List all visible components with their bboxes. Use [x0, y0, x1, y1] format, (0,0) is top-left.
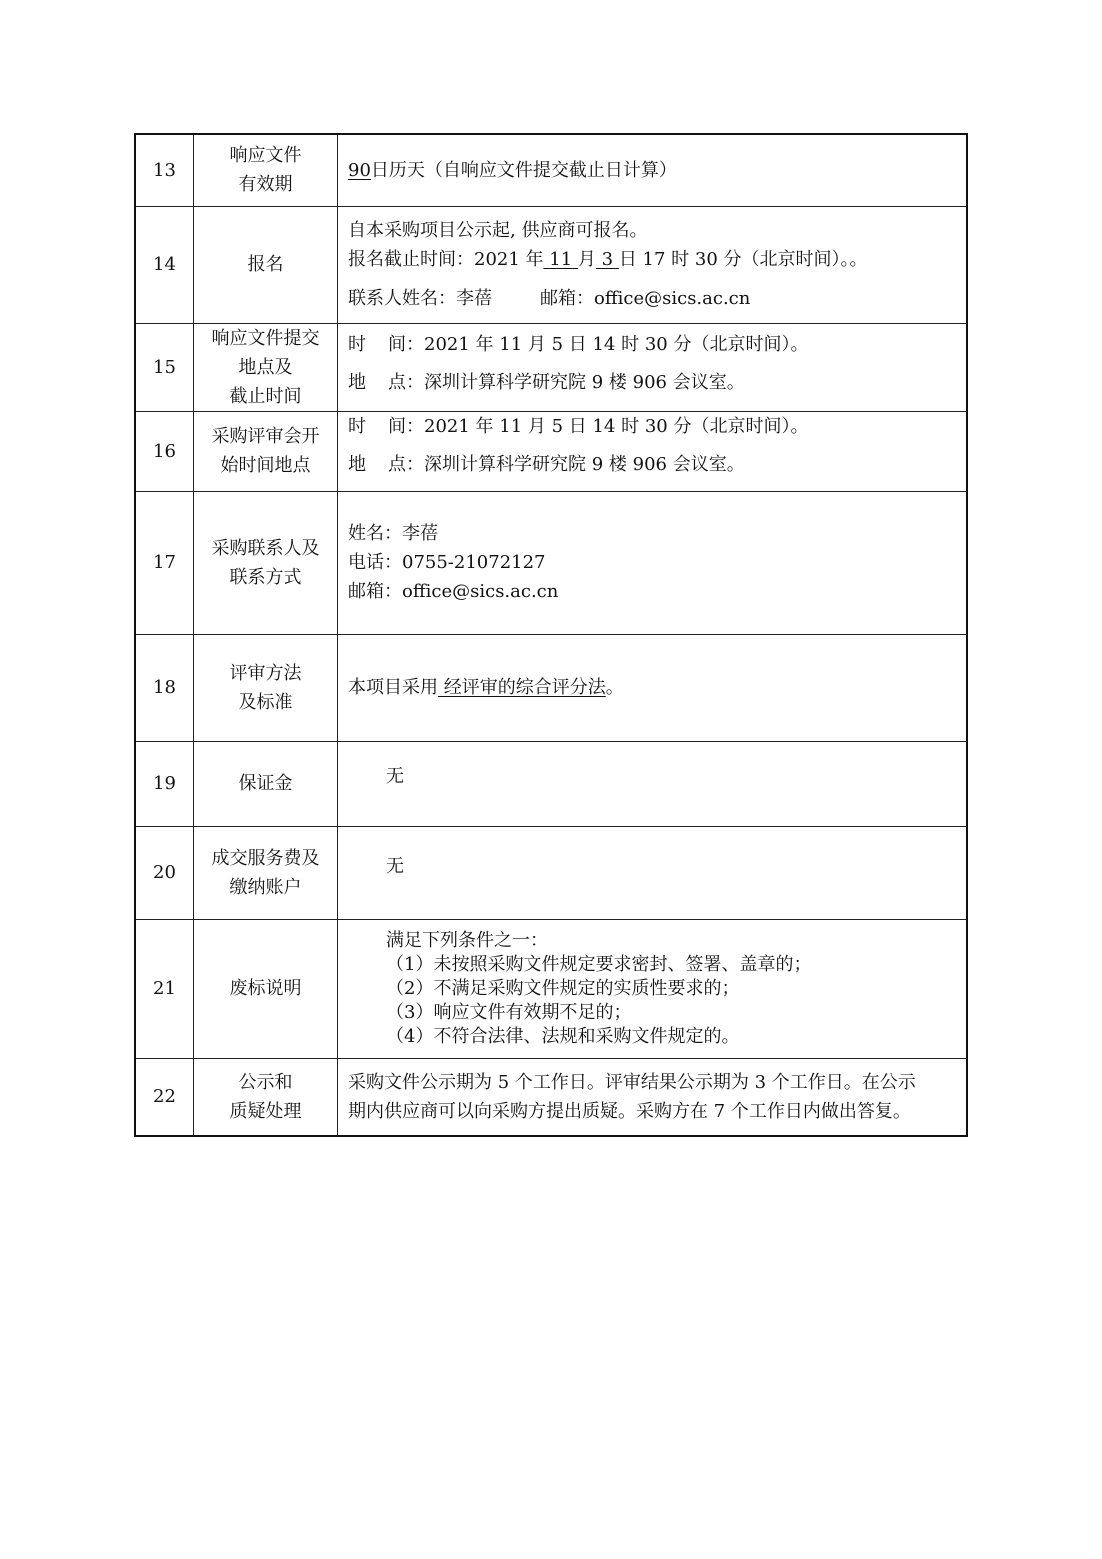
- label-line: 评审方法: [229, 662, 302, 684]
- validity-period: [348, 156, 956, 185]
- place-key-colon: 点：: [388, 453, 424, 475]
- invalid-bid-item: （3）响应文件有效期不足的；: [386, 1001, 632, 1023]
- time-value: 2021 年 11 月 5 日 14 时 30 分（北京时间）。: [424, 415, 809, 437]
- deposit-value: 无: [386, 765, 404, 787]
- row-content: [338, 134, 968, 206]
- row-label: [194, 826, 338, 919]
- deadline-month-value: 11: [549, 249, 573, 270]
- table-row: [135, 206, 967, 323]
- table-row: [135, 634, 967, 741]
- label-line: 及标准: [238, 691, 293, 713]
- time-key: 时: [348, 333, 366, 355]
- label-line: 联系方式: [229, 566, 302, 588]
- row-content: [338, 323, 968, 411]
- deadline-prefix: 报名截止时间：2021 年: [348, 249, 544, 270]
- row-content: [338, 206, 968, 323]
- review-place: [348, 450, 956, 479]
- deadline-suffix: 日 17 时 30 分（北京时间）。。: [618, 249, 868, 270]
- validity-text: 日历天（自响应文件提交截止日计算）: [370, 159, 677, 181]
- procurement-info-table: [134, 133, 968, 1137]
- row-content: [338, 741, 968, 826]
- time-key: 时: [348, 415, 366, 437]
- invalid-bid-item: （1）未按照采购文件规定要求密封、签署、盖章的；: [386, 953, 812, 975]
- row-number: 19: [135, 741, 194, 826]
- label-line: 有效期: [238, 174, 293, 196]
- validity-days: 90: [348, 159, 371, 181]
- label-line: 采购联系人及: [211, 537, 320, 559]
- row-number: 21: [135, 919, 194, 1058]
- row-content: [338, 919, 968, 1058]
- place-key-colon: 点：: [388, 371, 424, 393]
- registration-contact: [348, 284, 956, 313]
- invalid-bid-item: （4）不符合法律、法规和采购文件规定的。: [386, 1025, 740, 1047]
- label-line: 始时间地点: [220, 455, 311, 476]
- deadline-day: [596, 249, 619, 270]
- contact-name: 联系人姓名：李蓓: [348, 288, 492, 309]
- label-line: 采购评审会开: [211, 426, 320, 447]
- row-label: [194, 411, 338, 491]
- table-row: [135, 826, 967, 919]
- label-line: 报名: [247, 254, 284, 275]
- label-line: 废标说明: [229, 978, 302, 999]
- row-number: 20: [135, 826, 194, 919]
- time-key-colon: 间：: [388, 415, 424, 437]
- row-number: 18: [135, 634, 194, 741]
- service-fee-value: 无: [386, 855, 404, 877]
- row-label: [194, 919, 338, 1058]
- label-line: 公示和: [238, 1071, 293, 1093]
- row-number: 16: [135, 411, 194, 491]
- row-label: [194, 323, 338, 411]
- registration-deadline: [348, 245, 956, 274]
- method-suffix: 。: [605, 677, 624, 698]
- deadline-day-value: 3: [601, 249, 614, 270]
- method-prefix: 本项目采用: [348, 677, 438, 698]
- row-content: [338, 1058, 968, 1136]
- row-number: 13: [135, 134, 194, 206]
- notice-line: 采购文件公示期为 5 个工作日。评审结果公示期为 3 个工作日。在公示: [348, 1071, 916, 1093]
- review-time: [348, 412, 956, 441]
- contact-phone: 电话：0755-21072127: [348, 552, 546, 573]
- label-line: 成交服务费及: [211, 847, 320, 869]
- submission-time: [348, 330, 956, 359]
- submission-place: [348, 368, 956, 397]
- place-key: 地: [348, 371, 366, 393]
- row-content: [338, 491, 968, 634]
- row-label: [194, 1058, 338, 1136]
- label-line: 保证金: [238, 773, 293, 794]
- row-label: [194, 206, 338, 323]
- table-row: [135, 134, 967, 206]
- row-label: [194, 134, 338, 206]
- notice-line: 期内供应商可以向采购方提出质疑。采购方在 7 个工作日内做出答复。: [348, 1100, 911, 1122]
- label-line: 响应文件提交: [211, 327, 320, 349]
- deadline-month: [544, 249, 578, 270]
- row-number: 17: [135, 491, 194, 634]
- row-content: [338, 634, 968, 741]
- row-label: [194, 491, 338, 634]
- registration-start: 自本采购项目公示起, 供应商可报名。: [348, 220, 648, 241]
- table-row: [135, 411, 967, 491]
- evaluation-method: [348, 673, 956, 702]
- label-line: 缴纳账户: [229, 876, 302, 898]
- time-value: 2021 年 11 月 5 日 14 时 30 分（北京时间）。: [424, 333, 809, 355]
- table-row: [135, 741, 967, 826]
- table-row: [135, 1058, 967, 1136]
- place-value: 深圳计算科学研究院 9 楼 906 会议室。: [424, 453, 745, 475]
- row-number: 14: [135, 206, 194, 323]
- invalid-bid-intro: 满足下列条件之一：: [386, 929, 548, 951]
- row-content: [338, 411, 968, 491]
- table-row: [135, 491, 967, 634]
- row-content: [338, 826, 968, 919]
- contact-person: 姓名：李蓓: [348, 523, 438, 544]
- row-label: [194, 741, 338, 826]
- invalid-bid-item: （2）不满足采购文件规定的实质性要求的；: [386, 977, 740, 999]
- method-name: 经评审的综合评分法: [438, 677, 606, 698]
- row-number: 15: [135, 323, 194, 411]
- label-line: 截止时间: [229, 385, 302, 407]
- label-line: 质疑处理: [229, 1100, 302, 1122]
- row-number: 22: [135, 1058, 194, 1136]
- deadline-month-unit: 月: [577, 249, 596, 270]
- place-key: 地: [348, 453, 366, 475]
- table-row: [135, 323, 967, 411]
- contact-email: 邮箱：office@sics.ac.cn: [348, 581, 559, 602]
- time-key-colon: 间：: [388, 333, 424, 355]
- contact-email: 邮箱：office@sics.ac.cn: [540, 288, 751, 309]
- label-line: 地点及: [238, 356, 293, 378]
- table-row: [135, 919, 967, 1058]
- row-label: [194, 634, 338, 741]
- place-value: 深圳计算科学研究院 9 楼 906 会议室。: [424, 371, 745, 393]
- label-line: 响应文件: [229, 145, 302, 167]
